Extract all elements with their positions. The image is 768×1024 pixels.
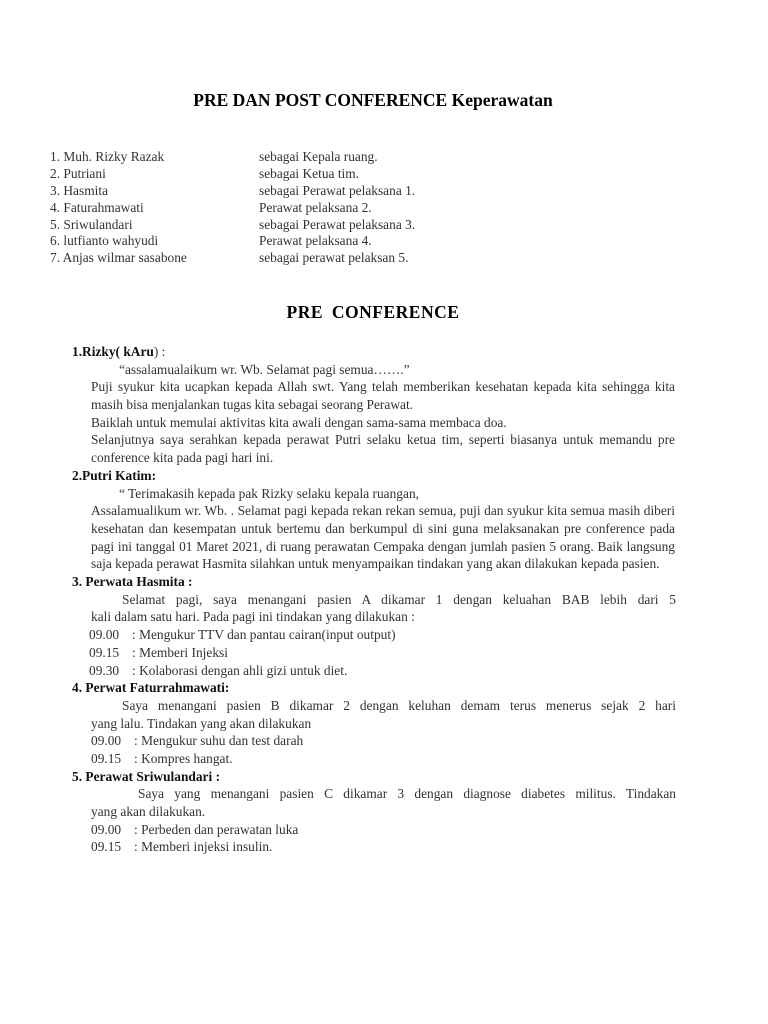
speaker-heading: 3. Perwata Hasmita : <box>72 574 193 590</box>
schedule-time: 09.15 <box>91 839 122 855</box>
member-role: sebagai Perawat pelaksana 1. <box>259 182 416 198</box>
paragraph: Selanjutnya saya serahkan kepada perawat Putri selaku ketua tim, seperti biasanya untuk memandu pre conference kita pada pagi hari ini. <box>91 432 675 466</box>
report-line: yang akan dilakukan. <box>91 804 206 820</box>
member-name: 6. lutfianto wahyudi <box>50 233 159 249</box>
schedule-time: 09.30 <box>89 662 120 678</box>
report-line: Saya menangani pasien B dikamar 2 dengan keluhan demam terus menerus sejak 2 hari <box>122 697 676 713</box>
member-name: 4. Faturahmawati <box>50 199 144 215</box>
conference-content <box>72 343 676 856</box>
member-role: sebagai Perawat pelaksana 3. <box>259 216 416 232</box>
schedule-item <box>91 838 676 856</box>
member-row <box>50 183 530 200</box>
schedule-time: 09.15 <box>91 750 122 766</box>
schedule-action: : Memberi Injeksi <box>132 644 228 660</box>
speaker-name: 1.Rizky( kAru <box>72 344 154 359</box>
member-name: 5. Sriwulandari <box>50 216 133 232</box>
schedule-time: 09.00 <box>91 733 122 749</box>
member-row <box>50 200 530 217</box>
speaker-heading: 2.Putri Katim: <box>72 467 157 483</box>
paragraph: Baiklah untuk memulai aktivitas kita awali dengan sama-sama membaca doa. <box>91 414 507 430</box>
member-row <box>50 149 530 166</box>
schedule-action: : Mengukur suhu dan test darah <box>134 733 304 749</box>
greeting: “ Terimakasih kepada pak Rizky selaku kepala ruangan, <box>119 485 419 501</box>
schedule-time: 09.15 <box>89 644 120 660</box>
report-line: kali dalam satu hari. Pada pagi ini tindakan yang dilakukan : <box>91 609 415 625</box>
member-role: Perawat pelaksana 4. <box>259 233 372 249</box>
member-role: sebagai perawat pelaksan 5. <box>259 250 409 266</box>
member-name: 1. Muh. Rizky Razak <box>50 149 165 164</box>
schedule-action: : Kolaborasi dengan ahli gizi untuk diet. <box>132 662 348 678</box>
report-line: yang lalu. Tindakan yang akan dilakukan <box>91 715 312 731</box>
member-role: Perawat pelaksana 2. <box>259 199 372 215</box>
schedule-action: : Perbeden dan perawatan luka <box>134 821 299 837</box>
member-row <box>50 233 530 250</box>
speaker-heading <box>72 343 676 361</box>
member-row <box>50 250 530 267</box>
member-row <box>50 217 530 234</box>
schedule-item <box>89 662 676 680</box>
schedule-item <box>91 821 676 839</box>
member-name: 7. Anjas wilmar sasabone <box>50 250 187 266</box>
paragraph: Puji syukur kita ucapkan kepada Allah swt. Yang telah memberikan kesehatan kepada kita sehingga kita masih bisa menjalankan tugas kita sebagai seorang Perawat. <box>91 379 675 413</box>
speaker-heading: 5. Perawat Sriwulandari : <box>72 768 221 784</box>
member-role: sebagai Ketua tim. <box>259 165 360 181</box>
schedule-item <box>89 644 676 662</box>
member-role: sebagai Kepala ruang. <box>259 149 378 164</box>
document-title: PRE DAN POST CONFERENCE Keperawatan <box>193 90 553 110</box>
member-name: 3. Hasmita <box>50 182 109 198</box>
schedule-item <box>91 732 676 750</box>
schedule-time: 09.00 <box>91 821 122 837</box>
schedule-action: : Memberi injeksi insulin. <box>134 839 273 855</box>
report-line: Saya yang menangani pasien C dikamar 3 dengan diagnose diabetes militus. Tindakan <box>138 786 676 802</box>
member-name: 2. Putriani <box>50 165 106 181</box>
schedule-time: 09.00 <box>89 627 120 643</box>
member-row <box>50 166 530 183</box>
section-title: PRE CONFERENCE <box>286 302 460 322</box>
member-list <box>50 149 530 267</box>
paragraph: Assalamualikum wr. Wb. . Selamat pagi kepada rekan rekan semua, puji dan syukur kita semua masih diberi kesehatan dan kesempatan untuk bertemu dan berkumpul di sini guna melaksanakan pre conference pada pagi ini tanggal 01 Maret 2021, di ruang perawatan Cempaka dengan jumlah pasien 5 orang. Baik langsung saja kepada perawat Hasmita silahkan untuk menyampaikan tindakan yang akan dilakukan kepada pasien. <box>91 503 675 572</box>
greeting: “assalamualaikum wr. Wb. Selamat pagi semua…….” <box>119 361 410 377</box>
schedule-item <box>89 626 676 644</box>
speaker-suffix: ) : <box>153 344 166 359</box>
speaker-heading: 4. Perwat Faturrahmawati: <box>72 680 230 696</box>
report-line: Selamat pagi, saya menangani pasien A dikamar 1 dengan keluahan BAB lebih dari 5 <box>122 591 676 607</box>
schedule-action: : Mengukur TTV dan pantau cairan(input output) <box>132 627 396 643</box>
schedule-item <box>91 750 676 768</box>
schedule-action: : Kompres hangat. <box>134 750 233 766</box>
